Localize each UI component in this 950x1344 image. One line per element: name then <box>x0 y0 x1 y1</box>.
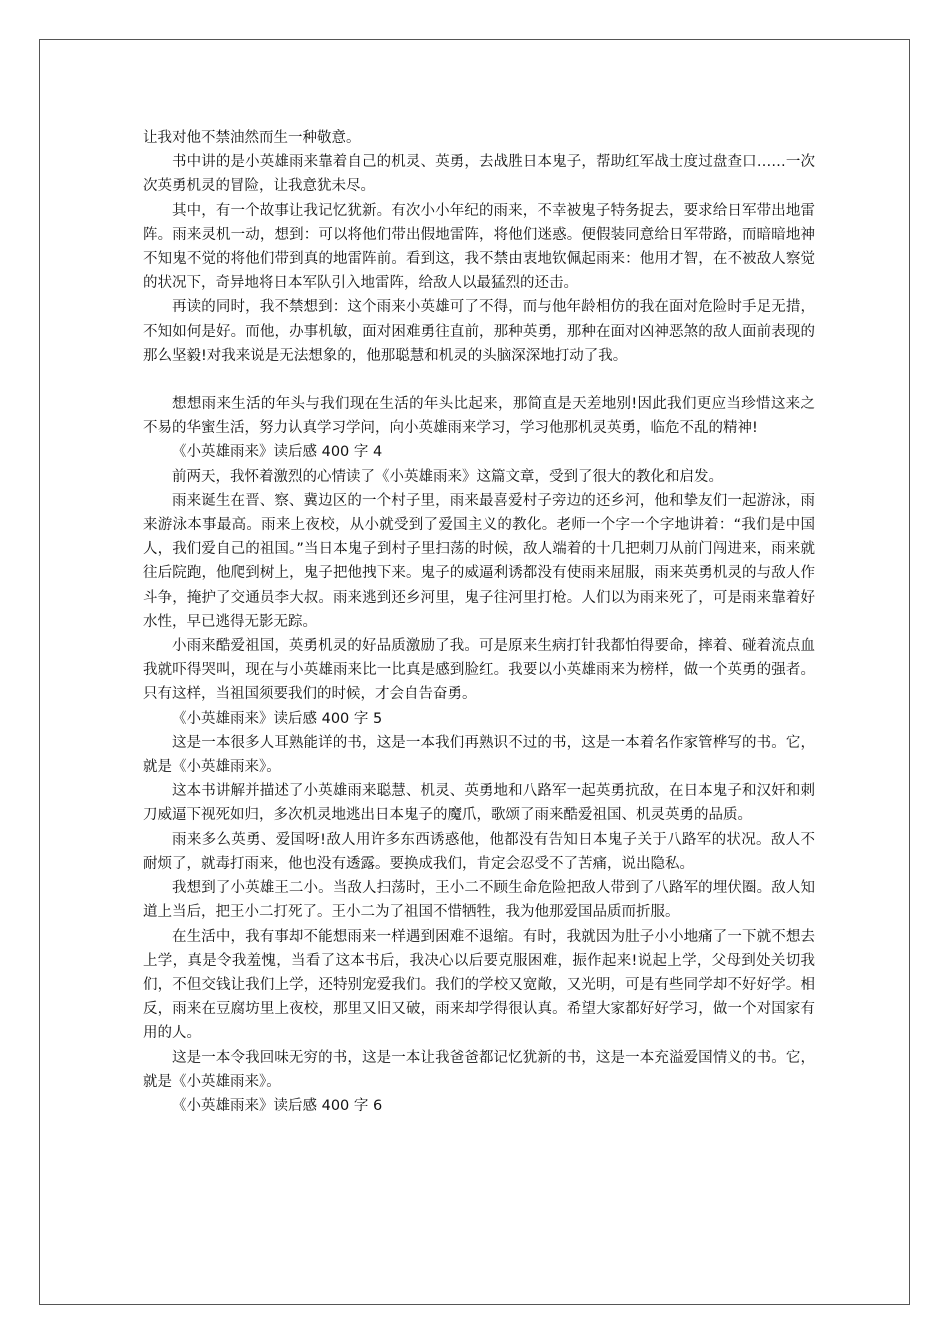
paragraph: 再读的同时，我不禁想到：这个雨来小英雄可了不得，而与他年龄相仿的我在面对危险时手足无措，不知如何是好。而他，办事机敏，面对困难勇往直前，那种英勇，那种在面对凶神恶煞的敌人面前表现的那么坚毅!对我来说是无法想象的，他那聪慧和机灵的头脑深深地打动了我。 <box>143 299 815 364</box>
blank-line <box>143 368 815 392</box>
paragraph: 雨来诞生在晋、察、冀边区的一个村子里，雨来最喜爱村子旁边的还乡河，他和挚友们一起游泳，雨来游泳本事最高。雨来上夜校，从小就受到了爱国主义的教化。老师一个字一个字地讲着：“我们是中国人，我们爱自己的祖国。”当日本鬼子到村子里扫荡的时候，敌人端着的十几把刺刀从前门闯进来，雨来就往后院跑，他爬到树上，鬼子把他拽下来。鬼子的威逼利诱都没有使雨来屈服，雨来英勇机灵的与敌人作斗争，掩护了交通员李大叔。雨来逃到还乡河里，鬼子往河里打枪。人们以为雨来死了，可是雨来靠着好水性，早已逃得无影无踪。 <box>143 492 815 630</box>
section-heading-6: 《小英雄雨来》读后感 400 字 6 <box>172 1097 383 1114</box>
paragraph: 前两天，我怀着激烈的心情读了《小英雄雨来》这篇文章，受到了很大的教化和启发。 <box>172 468 723 485</box>
paragraph: 想想雨来生活的年头与我们现在生活的年头比起来，那简直是天差地别!因此我们更应当珍惜这来之不易的华蜜生活，努力认真学习学问，向小英雄雨来学习，学习他那机灵英勇，临危不乱的精神! <box>143 396 815 437</box>
paragraph: 让我对他不禁油然而生一种敬意。 <box>143 130 361 146</box>
paragraph: 这是一本很多人耳熟能详的书，这是一本我们再熟识不过的书，这是一本着名作家管桦写的书。它，就是《小英雄雨来》。 <box>143 734 815 776</box>
paragraph: 小雨来酷爱祖国，英勇机灵的好品质激励了我。可是原来生病打针我都怕得要命，摔着、碰着流点血我就吓得哭叫，现在与小英雄雨来比一比真是感到脸红。我要以小英雄雨来为榜样，做一个英勇的强者。只有这样，当祖国须要我们的时候，才会自告奋勇。 <box>143 638 815 703</box>
paragraph: 这是一本令我回味无穷的书，这是一本让我爸爸都记忆犹新的书，这是一本充溢爱国情义的书。它，就是《小英雄雨来》。 <box>143 1049 815 1090</box>
paragraph: 雨来多么英勇、爱国呀!敌人用许多东西诱惑他，他都没有告知日本鬼子关于八路军的状况。敌人不耐烦了，就毒打雨来，他也没有透露。要换成我们，肯定会忍受不了苦痛，说出隐私。 <box>143 831 815 872</box>
document-body <box>143 126 815 1118</box>
paragraph: 其中，有一个故事让我记忆犹新。有次小小年纪的雨来，不幸被鬼子特务捉去，要求给日军带出地雷阵。雨来灵机一动，想到：可以将他们带出假地雷阵，将他们迷惑。便假装同意给日军带路，而暗暗地神不知鬼不觉的将他们带到真的地雷阵前。看到这，我不禁由衷地钦佩起雨来：他用才智，在不被敌人察觉的状况下，奇异地将日本军队引入地雷阵，给敌人以最猛烈的还击。 <box>143 202 815 292</box>
paragraph: 在生活中，我有事却不能想雨来一样遇到困难不退缩。有时，我就因为肚子小小地痛了一下就不想去上学，真是令我羞愧，当看了这本书后，我决心以后要克服困难，振作起来!说起上学，父母到处关切我们，不但交钱让我们上学，还特别宠爱我们。我们的学校又宽敞，又光明，可是有些同学却不好好学。相反，雨来在豆腐坊里上夜校，那里又旧又破，雨来却学得很认真。希望大家都好好学习，做一个对国家有用的人。 <box>143 928 815 1042</box>
paragraph: 这本书讲解并描述了小英雄雨来聪慧、机灵、英勇地和八路军一起英勇抗敌，在日本鬼子和汉奸和刺刀威逼下视死如归，多次机灵地逃出日本鬼子的魔爪，歌颂了雨来酷爱祖国、机灵英勇的品质。 <box>143 783 815 824</box>
paragraph: 书中讲的是小英雄雨来靠着自己的机灵、英勇，去战胜日本鬼子，帮助红军战士度过盘查口……一次次英勇机灵的冒险，让我意犹未尽。 <box>143 154 815 195</box>
paragraph: 我想到了小英雄王二小。当敌人扫荡时，王小二不顾生命危险把敌人带到了八路军的埋伏圈。敌人知道上当后，把王小二打死了。王小二为了祖国不惜牺牲，我为他那爱国品质而折服。 <box>143 880 815 921</box>
section-heading-5: 《小英雄雨来》读后感 400 字 5 <box>172 710 383 727</box>
section-heading-4: 《小英雄雨来》读后感 400 字 4 <box>172 444 383 461</box>
